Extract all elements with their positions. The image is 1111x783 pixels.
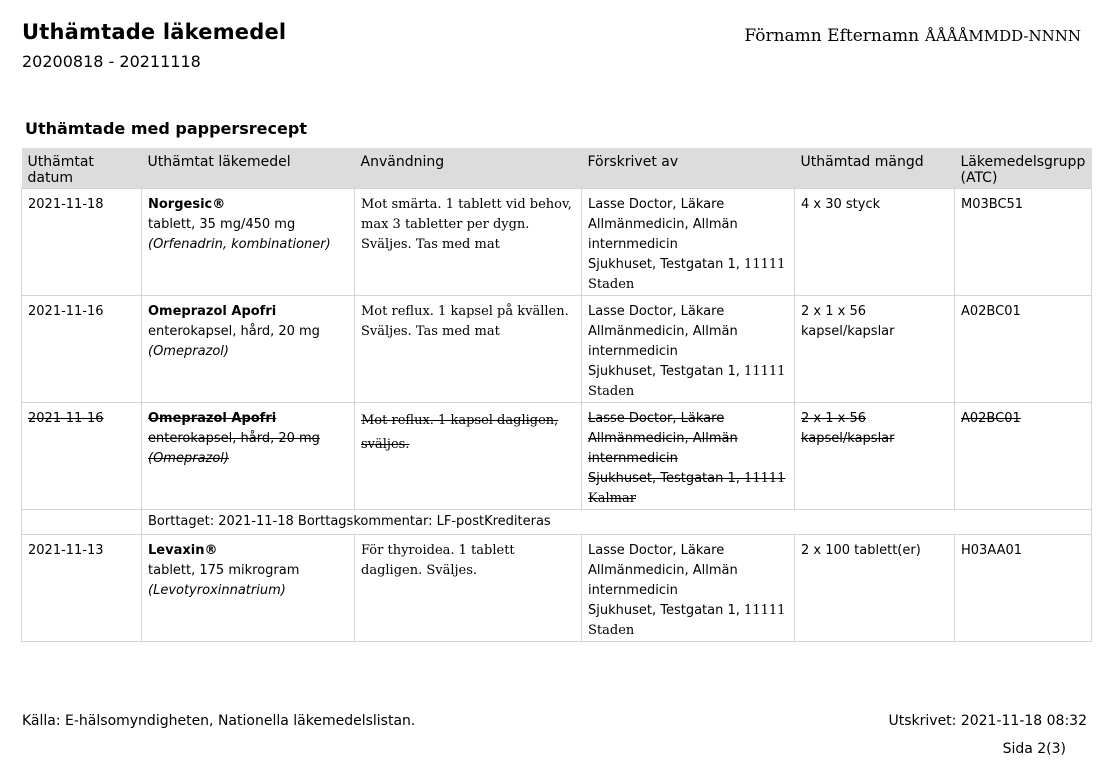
drug-substance: (Levotyroxinnatrium) xyxy=(148,583,286,598)
address-city: Staden xyxy=(588,623,635,638)
printed-timestamp: Utskrivet: 2021-11-18 08:32 xyxy=(888,713,1087,729)
drug-form: tablett, 175 mikrogram xyxy=(148,563,300,578)
source-note: Källa: E-hälsomyndigheten, Nationella läkemedelslistan. xyxy=(22,713,416,729)
table-header-row xyxy=(22,148,1092,189)
prescriber-specialty: Allmänmedicin, Allmän internmedicin xyxy=(588,431,738,466)
drug-name: Norgesic® xyxy=(148,197,226,212)
section-title: Uthämtade med pappersrecept xyxy=(25,119,307,138)
prescriber-cell xyxy=(582,189,795,296)
prescriber-address xyxy=(588,469,788,489)
drug-cell xyxy=(142,403,355,510)
prescriber-address xyxy=(588,362,788,382)
patient-info xyxy=(744,26,1081,46)
drug-form: tablett, 35 mg/450 mg xyxy=(148,217,296,232)
drug-name: Omeprazol Apofri xyxy=(148,304,277,319)
address-street: Sjukhuset, Testgatan 1, xyxy=(588,603,740,618)
address-street: Sjukhuset, Testgatan 1, xyxy=(588,364,740,379)
address-city: Staden xyxy=(588,277,635,292)
prescriber-name: Lasse Doctor, Läkare xyxy=(588,411,725,426)
address-postal: 11111 xyxy=(744,471,786,486)
drug-name: Omeprazol Apofri xyxy=(148,411,277,426)
drug-substance: (Omeprazol) xyxy=(148,344,229,359)
medication-table xyxy=(21,148,1092,642)
address-postal: 11111 xyxy=(744,364,786,379)
table-row xyxy=(22,189,1092,296)
drug-cell xyxy=(142,189,355,296)
drug-form: enterokapsel, hård, 20 mg xyxy=(148,431,320,446)
removed-note: Borttaget: 2021-11-18 Borttagskommentar: LF-postKrediteras xyxy=(142,510,1092,535)
prescriber-specialty: Allmänmedicin, Allmän internmedicin xyxy=(588,324,738,359)
amount-cell: 4 x 30 styck xyxy=(795,189,955,296)
address-city: Kalmar xyxy=(588,491,636,506)
patient-name: Förnamn Efternamn xyxy=(744,26,920,46)
prescriber-cell xyxy=(582,296,795,403)
prescriber-name: Lasse Doctor, Läkare xyxy=(588,197,725,212)
table-row-removed xyxy=(22,403,1092,510)
prescriber-cell xyxy=(582,535,795,642)
drug-substance: (Orfenadrin, kombinationer) xyxy=(148,237,331,252)
column-header: Uthämtat läkemedel xyxy=(142,148,355,189)
atc-cell: A02BC01 xyxy=(955,296,1092,403)
drug-cell xyxy=(142,296,355,403)
column-header: Läkemedelsgrupp (ATC) xyxy=(955,148,1092,189)
amount-cell: 2 x 1 x 56 kapsel/kapslar xyxy=(795,403,955,510)
prescriber-cell xyxy=(582,403,795,510)
prescriber-address xyxy=(588,601,788,621)
table-row xyxy=(22,535,1092,642)
date-cell: 2021-11-16 xyxy=(22,403,142,510)
atc-cell: A02BC01 xyxy=(955,403,1092,510)
atc-cell: H03AA01 xyxy=(955,535,1092,642)
empty-cell xyxy=(22,510,142,535)
address-postal: 11111 xyxy=(744,257,786,272)
drug-cell xyxy=(142,535,355,642)
prescriber-name: Lasse Doctor, Läkare xyxy=(588,543,725,558)
date-cell: 2021-11-18 xyxy=(22,189,142,296)
date-period: 20200818 - 20211118 xyxy=(22,52,201,71)
patient-id: ÅÅÅÅMMDD-NNNN xyxy=(925,27,1081,45)
usage-cell: Mot reflux. 1 kapsel på kvällen. Sväljes. Tas med mat xyxy=(355,296,582,403)
prescriber-specialty: Allmänmedicin, Allmän internmedicin xyxy=(588,217,738,252)
prescriber-name: Lasse Doctor, Läkare xyxy=(588,304,725,319)
column-header: Uthämtat datum xyxy=(22,148,142,189)
drug-name: Levaxin® xyxy=(148,543,218,558)
prescriber-address xyxy=(588,255,788,275)
address-postal: 11111 xyxy=(744,603,786,618)
table-row xyxy=(22,296,1092,403)
column-header: Förskrivet av xyxy=(582,148,795,189)
removed-note-row xyxy=(22,510,1092,535)
prescriber-specialty: Allmänmedicin, Allmän internmedicin xyxy=(588,563,738,598)
usage-cell: För thyroidea. 1 tablett dagligen. Sväljes. xyxy=(355,535,582,642)
date-cell: 2021-11-13 xyxy=(22,535,142,642)
usage-cell: Mot reflux. 1 kapsel dagligen, sväljes. xyxy=(355,403,582,510)
column-header: Uthämtad mängd xyxy=(795,148,955,189)
date-cell: 2021-11-16 xyxy=(22,296,142,403)
address-city: Staden xyxy=(588,384,635,399)
usage-cell: Mot smärta. 1 tablett vid behov, max 3 tabletter per dygn. Sväljes. Tas med mat xyxy=(355,189,582,296)
amount-cell: 2 x 1 x 56 kapsel/kapslar xyxy=(795,296,955,403)
drug-substance: (Omeprazol) xyxy=(148,451,229,466)
address-street: Sjukhuset, Testgatan 1, xyxy=(588,257,740,272)
amount-cell: 2 x 100 tablett(er) xyxy=(795,535,955,642)
page-title: Uthämtade läkemedel xyxy=(22,20,287,44)
column-header: Användning xyxy=(355,148,582,189)
atc-cell: M03BC51 xyxy=(955,189,1092,296)
page-number: Sida 2(3) xyxy=(1002,741,1066,757)
address-street: Sjukhuset, Testgatan 1, xyxy=(588,471,740,486)
drug-form: enterokapsel, hård, 20 mg xyxy=(148,324,320,339)
